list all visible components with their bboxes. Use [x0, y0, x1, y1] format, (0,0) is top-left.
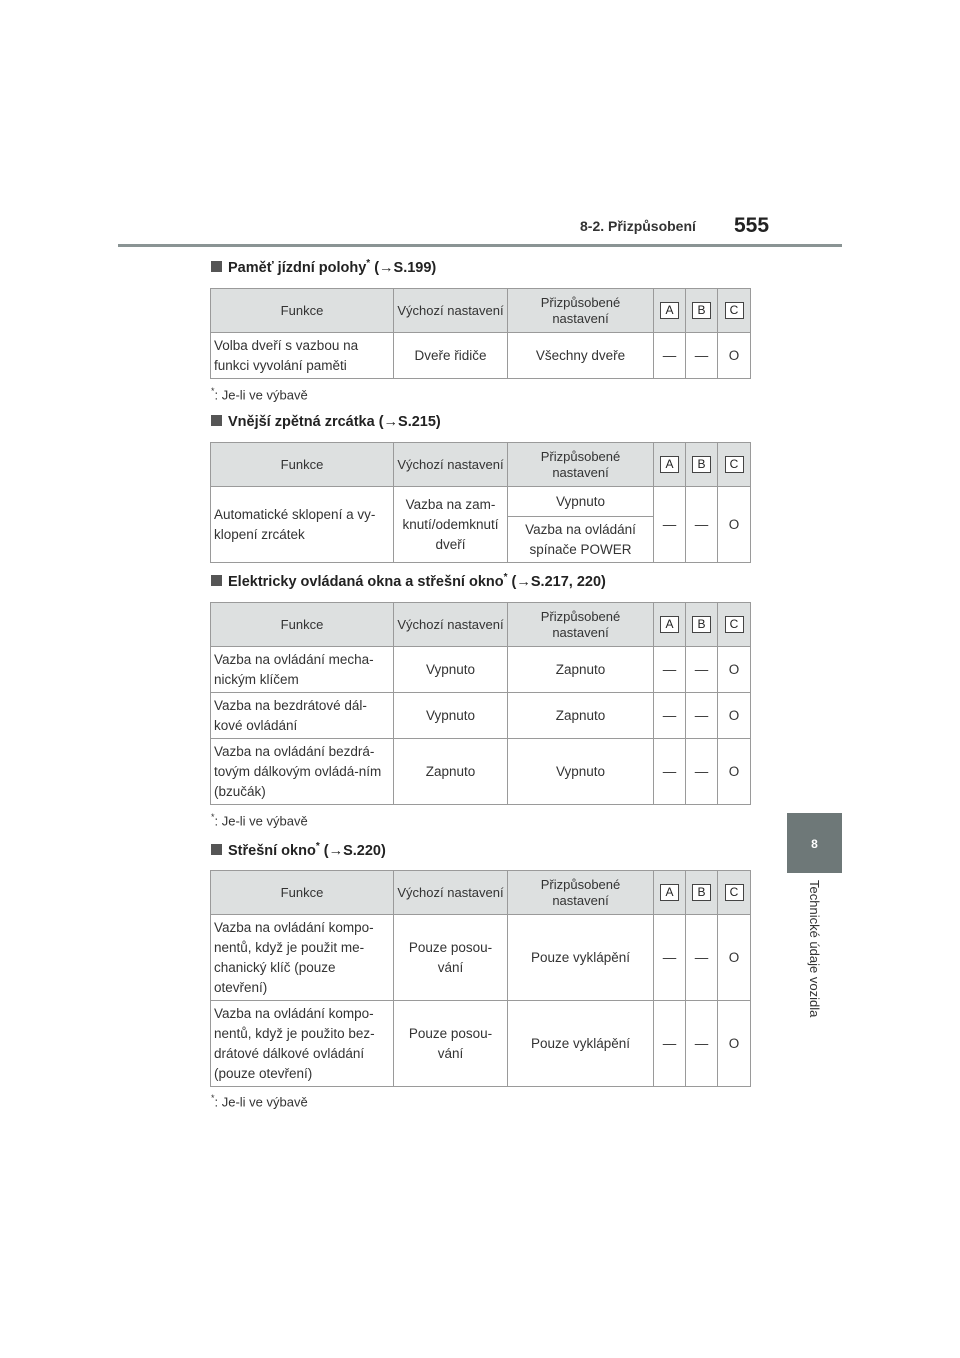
table-row: Automatické sklopení a vy-klopení zrcátek Vazba na zam-knutí/odemknutí dveří Vypnuto — — O: [211, 487, 751, 517]
square-bullet-icon: [211, 261, 222, 272]
table-row: Vazba na ovládání kompo-nentů, když je použito bez-drátové dálkové ovládání (pouze otevření) Pouze posou-vání Pouze vyklápění — — O: [211, 1001, 751, 1087]
settings-table-windows: [210, 602, 751, 805]
table-row: Volba dveří s vazbou na funkci vyvolání paměti Dveře řidiče Všechny dveře — — O: [211, 333, 751, 379]
column-header-a: A: [654, 871, 686, 915]
section-heading-windows: Elektricky ovládaná okna a střešní okno* (→S.217, 220): [211, 572, 606, 590]
column-header-function: Funkce: [211, 443, 394, 487]
page-number: 555: [734, 214, 770, 237]
section-heading-seat-memory: Paměť jízdní polohy* (→S.199): [211, 258, 436, 276]
section-heading-mirrors: Vnější zpětná zrcátka (→S.215): [211, 414, 441, 430]
column-header-b: B: [686, 871, 718, 915]
square-bullet-icon: [211, 415, 222, 426]
table-row: Vazba na ovládání mecha-nickým klíčem Vypnuto Zapnuto — — O: [211, 647, 751, 693]
settings-table-seat-memory: [210, 288, 751, 379]
column-header-b: B: [686, 289, 718, 333]
column-header-a: A: [654, 443, 686, 487]
chapter-label-text: Technické údaje vozidla: [807, 880, 822, 1018]
chapter-number: 8: [811, 837, 818, 851]
square-bullet-icon: [211, 844, 222, 855]
column-header-c: C: [718, 289, 751, 333]
chapter-tab: [787, 813, 842, 873]
column-header-c: C: [718, 443, 751, 487]
table-row: Vazba na bezdrátové dál-kové ovládání Vypnuto Zapnuto — — O: [211, 693, 751, 739]
column-header-function: Funkce: [211, 289, 394, 333]
footnote: *: Je-li ve výbavě: [211, 1093, 308, 1110]
footnote: *: Je-li ve výbavě: [211, 386, 308, 403]
column-header-b: B: [686, 443, 718, 487]
column-header-c: C: [718, 871, 751, 915]
column-header-default: Výchozí nastavení: [394, 603, 508, 647]
column-header-function: Funkce: [211, 603, 394, 647]
column-header-c: C: [718, 603, 751, 647]
column-header-default: Výchozí nastavení: [394, 871, 508, 915]
column-header-default: Výchozí nastavení: [394, 443, 508, 487]
settings-table-mirrors: Funkce Výchozí nastavení Přizpůsobené nastavení A B C Automatické sklopení a vy-klopení zrcátek Vazba na zam-knutí/odemknutí dveří Vypnuto — — O Vazba na ovládání spínače POWER: [210, 442, 751, 563]
column-header-custom: Přizpůsobené nastavení: [508, 871, 654, 915]
column-header-function: Funkce: [211, 871, 394, 915]
column-header-a: A: [654, 289, 686, 333]
footnote: *: Je-li ve výbavě: [211, 812, 308, 829]
table-row: Vazba na ovládání bezdrá-tovým dálkovým ovládá-ním (bzučák) Zapnuto Vypnuto — — O: [211, 739, 751, 805]
square-bullet-icon: [211, 575, 222, 586]
header-rule: [118, 244, 842, 247]
column-header-default: Výchozí nastavení: [394, 289, 508, 333]
column-header-custom: Přizpůsobené nastavení: [508, 289, 654, 333]
chapter-label: [787, 880, 842, 1080]
section-title: 8-2. Přizpůsobení: [580, 218, 696, 234]
column-header-b: B: [686, 603, 718, 647]
section-heading-sunroof: Střešní okno* (→S.220): [211, 841, 386, 859]
table-row: Vazba na ovládání kompo-nentů, když je použit me-chanický klíč (pouze otevření) Pouze posou-vání Pouze vyklápění — — O: [211, 915, 751, 1001]
column-header-custom: Přizpůsobené nastavení: [508, 603, 654, 647]
column-header-a: A: [654, 603, 686, 647]
settings-table-sunroof: [210, 870, 751, 1087]
column-header-custom: Přizpůsobené nastavení: [508, 443, 654, 487]
